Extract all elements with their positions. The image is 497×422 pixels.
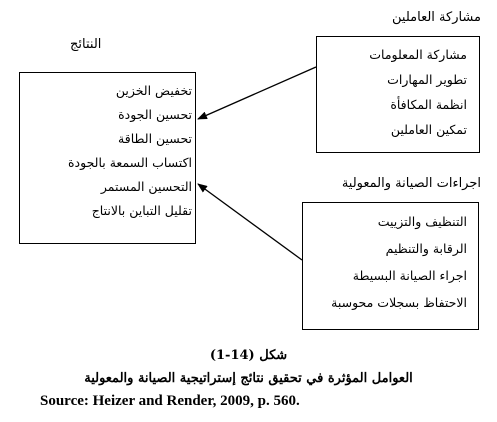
maintenance-procedures-item: الاحتفاظ بسجلات محوسبة xyxy=(331,295,467,310)
results-item: تحسين الجودة xyxy=(118,107,192,122)
figure-number: شكل (14-1) xyxy=(209,348,288,363)
employee-participation-item: انظمة المكافأة xyxy=(390,97,467,112)
results-item: تحسين الطاقة xyxy=(118,131,192,146)
figure-caption: العوامل المؤثرة في تحقيق نتائج إستراتيجية الصيانة والمعولية xyxy=(84,371,413,386)
employee-participation-title: مشاركة العاملين xyxy=(392,10,481,25)
employee-participation-item: تمكين العاملين xyxy=(390,122,467,137)
maintenance-to-results-arrow xyxy=(198,184,302,260)
participation-to-results-arrow xyxy=(198,67,316,119)
maintenance-procedures-title: اجراءات الصيانة والمعولية xyxy=(341,176,481,191)
results-item: التحسين المستمر xyxy=(100,179,192,194)
maintenance-procedures-item: اجراء الصيانة البسيطة xyxy=(352,268,467,283)
results-title: النتائج xyxy=(70,37,102,52)
maintenance-procedures-item: التنظيف والتزييت xyxy=(377,214,467,229)
employee-participation-item: تطوير المهارات xyxy=(387,72,467,87)
results-item: اكتساب السمعة بالجودة xyxy=(68,155,192,170)
results-item: تقليل التباين بالانتاج xyxy=(91,203,192,218)
maintenance-procedures-item: الرقابة والتنظيم xyxy=(385,241,467,256)
figure-source: Source: Heizer and Render, 2009, p. 560. xyxy=(40,393,300,409)
results-item: تخفيض الخزين xyxy=(115,83,192,98)
employee-participation-item: مشاركة المعلومات xyxy=(369,47,467,62)
